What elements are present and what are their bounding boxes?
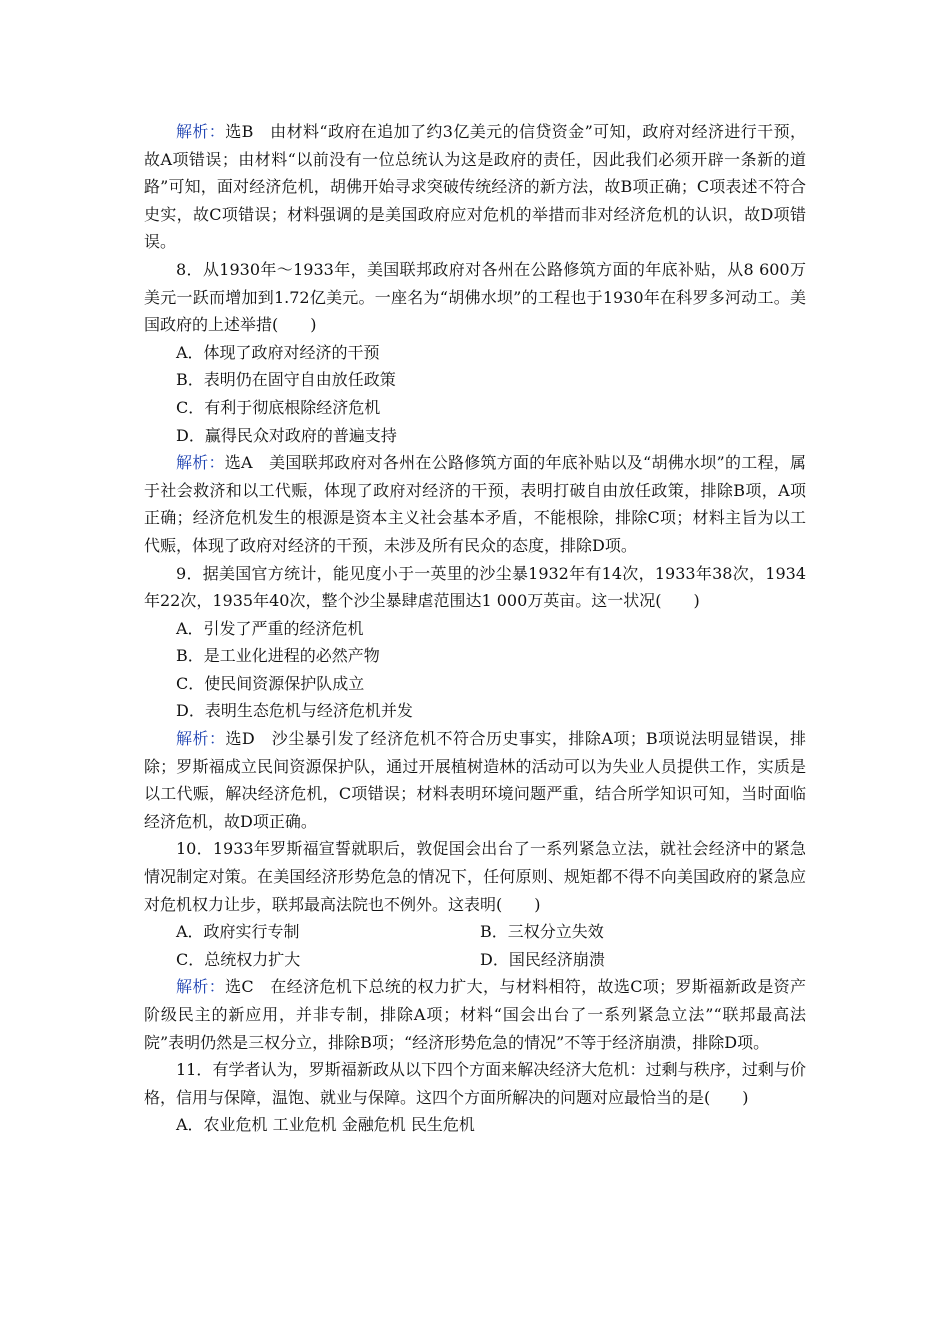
analysis-label: 解析： <box>176 453 225 473</box>
document-page <box>144 118 806 1139</box>
q9-option-b: B．是工业化进程的必然产物 <box>176 646 380 666</box>
q8-stem: 8．从1930年～1933年，美国联邦政府对各州在公路修筑方面的年底补贴，从8 600万美元一跃而增加到1.72亿美元。一座名为“胡佛水坝”的工程也于1930年在科罗多河动工。美国政府的上述举措( ) <box>144 259 806 335</box>
analysis-label: 解析： <box>176 729 226 749</box>
analysis-label: 解析： <box>176 122 226 141</box>
q11-stem: 11．有学者认为，罗斯福新政从以下四个方面来解决经济大危机：过剩与秩序，过剩与价格，信用与保障，温饱、就业与保障。这四个方面所解决的问题对应最恰当的是( ) <box>144 1060 806 1107</box>
analysis-text: 选B 由材料“政府在追加了约3亿美元的信贷资金”可知，政府对经济进行干预，故A项错误；由材料“以前没有一位总统认为这是政府的责任，因此我们必须开辟一条新的道路”可知，面对经济危机，胡佛开始寻求突破传统经济的新方法，故B项正确；C项表述不符合史实，故C项错误；材料强调的是美国政府应对危机的举措而非对经济危机的认识，故D项错误。 <box>144 122 806 252</box>
q9-option-c: C．使民间资源保护队成立 <box>176 673 365 693</box>
analysis-text: 选A 美国联邦政府对各州在公路修筑方面的年底补贴以及“胡佛水坝”的工程，属于社会救济和以工代赈，体现了政府对经济的干预，表明打破自由放任政策，排除B项，A项正确；经济危机发生的根源是资本主义社会基本矛盾，不能根除，排除C项；材料主旨为以工代赈，体现了政府对经济的干预，未涉及所有民众的态度，排除D项。 <box>144 453 806 555</box>
analysis-text: 选C 在经济危机下总统的权力扩大，与材料相符，故选C项；罗斯福新政是资产阶级民主的新应用，并非专制，排除A项；材料“国会出台了一系列紧急立法”“联邦最高法院”表明仍然是三权分立，排除B项；“经济形势危急的情况”不等于经济崩溃，排除D项。 <box>144 977 806 1052</box>
q9-option-a: A．引发了严重的经济危机 <box>176 618 364 638</box>
q10-option-b: B．三权分立失效 <box>480 922 604 942</box>
q8-option-b: B．表明仍在固守自由放任政策 <box>176 370 396 390</box>
q11-option-a: A．农业危机 工业危机 金融危机 民生危机 <box>176 1115 475 1135</box>
q8-option-d: D．赢得民众对政府的普遍支持 <box>176 425 397 445</box>
q10-option-a: A．政府实行专制 <box>176 922 300 942</box>
q8-option-c: C．有利于彻底根除经济危机 <box>176 397 381 417</box>
q10-option-c: C．总统权力扩大 <box>176 949 301 969</box>
q10-options-row-2 <box>176 946 806 974</box>
q8-analysis <box>144 449 806 559</box>
q9-stem: 9．据美国官方统计，能见度小于一英里的沙尘暴1932年有14次，1933年38次，1934年22次，1935年40次，整个沙尘暴肆虐范围达1 000万英亩。这一状况( ) <box>144 563 806 611</box>
q10-option-d: D．国民经济崩溃 <box>480 949 605 969</box>
q10-stem: 10．1933年罗斯福宣誓就职后，敦促国会出台了一系列紧急立法，就社会经济中的紧急情况制定对策。在美国经济形势危急的情况下，任何原则、规矩都不得不向美国政府的紧急应对危机权力让步，联邦最高法院也不例外。这表明( ) <box>144 839 806 914</box>
q9-option-d: D．表明生态危机与经济危机并发 <box>176 701 413 721</box>
q9-analysis <box>144 725 806 835</box>
q10-analysis <box>144 973 806 1056</box>
q10-options-row-1 <box>176 918 806 946</box>
analysis-text: 选D 沙尘暴引发了经济危机不符合历史事实，排除A项；B项说法明显错误，排除；罗斯福成立民间资源保护队，通过开展植树造林的活动可以为失业人员提供工作，实质是以工代赈，解决经济危机，C项错误；材料表明环境问题严重，结合所学知识可知，当时面临经济危机，故D项正确。 <box>144 729 806 831</box>
q8-option-a: A．体现了政府对经济的干预 <box>176 342 380 362</box>
analysis-label: 解析： <box>176 977 226 997</box>
q7-analysis <box>144 118 806 256</box>
